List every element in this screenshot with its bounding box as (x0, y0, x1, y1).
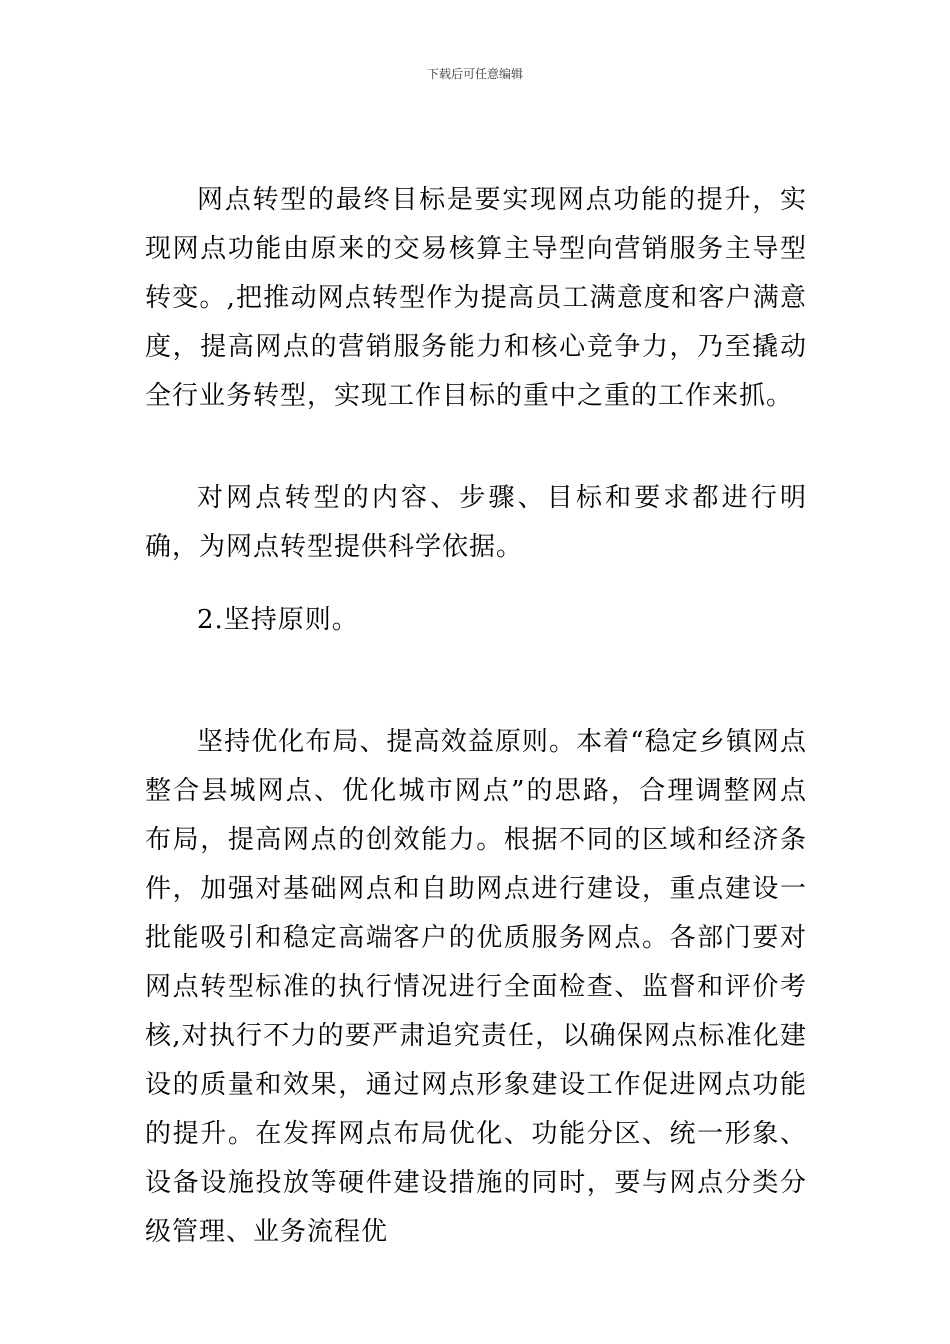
paragraph-text: 对网点转型的内容、步骤、目标和要求都进行明确，为网点转型提供科学依据。 (145, 483, 807, 562)
body-paragraph (145, 474, 807, 572)
paragraph-text: 网点转型的最终目标是要实现网点功能的提升，实现网点功能由原来的交易核算主导型向营销服务主导型转变。,把推动网点转型作为提高员工满意度和客户满意度，提高网点的营销服务能力和核心竞争力，乃至撬动全行业务转型，实现工作目标的重中之重的工作来抓。 (145, 185, 807, 411)
body-paragraph (145, 176, 807, 421)
body-paragraph (145, 718, 807, 1257)
page-header: 下载后可任意编辑 (426, 67, 523, 81)
heading-text: 2.坚持原则。 (197, 605, 359, 635)
paragraph-text: 坚持优化布局、提高效益原则。本着“稳定乡镇网点整合县城网点、优化城市网点”的思路，合理调整网点布局，提高网点的创效能力。根据不同的区域和经济条件，加强对基础网点和自助网点进行建设，重点建设一批能吸引和稳定高端客户的优质服务网点。各部门要对网点转型标准的执行情况进行全面检查、监督和评价考核,对执行不力的要严肃追究责任，以确保网点标准化建设的质量和效果，通过网点形象建设工作促进网点功能的提升。在发挥网点布局优化、功能分区、统一形象、设备设施投放等硬件建设措施的同时，要与网点分类分级管理、业务流程优 (145, 727, 807, 1247)
section-heading (145, 596, 807, 645)
